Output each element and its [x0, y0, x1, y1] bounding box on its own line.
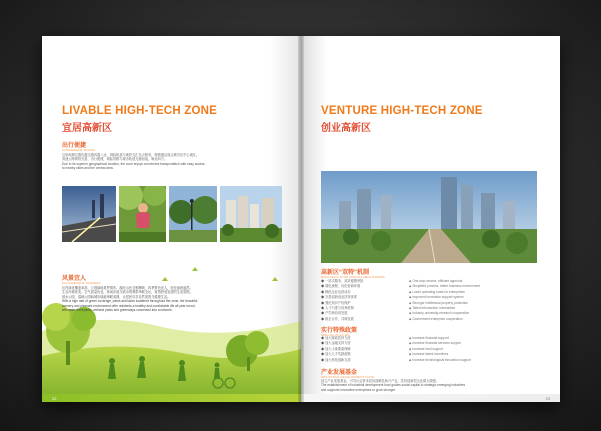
photo-girl-swing — [119, 186, 166, 242]
picturesque-subheading: PICTURESQUE SCENERY — [62, 281, 101, 285]
list-item: ◆ 降低企业运营成本 ◆ Lower operating costs for enterprises — [321, 289, 465, 294]
text-line: and supports innovative enterprises to grow stronger. — [321, 387, 396, 392]
text-line: The establishment of industrial development fund guides social capital to strategic emerging industries — [321, 383, 466, 388]
text-line: 高速公路网络完善，出行便捷，城际铁路与城市轨道无缝衔接，畅达四方。 — [62, 157, 168, 162]
convenient-travel-text — [62, 153, 282, 171]
left-title-cn: 宜居高新区 — [62, 123, 112, 134]
left-page — [42, 36, 301, 402]
text-line: to nearby cities and the central area. — [62, 166, 114, 171]
list-item: ◆ 简化流程，优化营商环境 ◆ Simplified process, better business environment — [321, 284, 481, 289]
left-footer-bar — [42, 394, 301, 402]
special-policies-heading: 实行特殊政策 — [321, 328, 358, 334]
text-line: Due to its superior geographical location, the zone enjoys convenient transportation with easy access — [62, 161, 205, 166]
right-footer-bar — [301, 394, 560, 402]
text-line: 区内绿化覆盖率高，公园绿地星罗棋布，湖光山色交相辉映，四季景色宜人，处处绿意盎然。 — [62, 286, 193, 290]
right-page — [301, 36, 560, 402]
list-item: ◆ 强化知识产权保护 ◆ Stronger intellectual property protection — [321, 300, 468, 305]
special-policies-list — [321, 336, 543, 363]
list-item: ◆ 加大土地要素保障 ◆ Increase land support — [321, 346, 443, 351]
text-line: 滨水公园、湿地公园和城市绿道串联成网，让居民尽享自然美景与健康生活。 — [62, 294, 171, 299]
list-item: ◆ 一站式服务，高效便捷审批 ◆ One-stop service, efficient approval — [321, 279, 463, 283]
list-item: ◆ 人才引进与培养机制 ◆ Talent introduction mechanism — [321, 306, 456, 311]
left-page-number: 22 — [52, 396, 57, 401]
city-skyline-photo — [321, 171, 537, 263]
special-policies-subheading: SPECIAL POLICIES — [321, 333, 350, 337]
dual-mechanism-heading: 高新区“双特”机制 — [321, 270, 370, 276]
photo-park-lamp — [169, 186, 217, 242]
list-item: ◆ 政企合作，共谋发展 ◆ Government-enterprise cooperation — [321, 316, 463, 321]
left-title-en: LIVABLE HIGH-TECH ZONE — [62, 105, 217, 117]
right-title-en: VENTURE HIGH-TECH ZONE — [321, 105, 483, 117]
industrial-fund-text — [321, 379, 543, 392]
list-item: ◆ 加大科技创新支持 ◆ Increase technological innovation support — [321, 357, 471, 362]
text-line: 这里地理位置优越交通四通八达，城际轨道与地铁交汇站点相邻，便捷通达周边城市及中心城区。 — [62, 153, 200, 157]
list-item: ◆ 加大财政扶持力度 ◆ Increase financial support — [321, 336, 449, 340]
convenient-travel-subheading: CONVENIENT TRAVEL — [62, 148, 96, 152]
right-page-number: 23 — [545, 396, 550, 401]
text-line: With a high rate of green coverage, parks and lakes scattered throughout the zone, the beautiful — [62, 299, 198, 304]
dual-mechanism-subheading: HIGH-TECH ZONE SPECIAL MECHANISMS — [321, 275, 385, 279]
brochure-spread — [42, 36, 560, 402]
industrial-fund-heading: 产业发展基金 — [321, 370, 358, 376]
dual-mechanism-list — [321, 279, 543, 322]
text-line: 生态环境优美，空气质量优良，休闲步道与滨水景观带串联全区，营造舒适宜居的生活氛围。 — [62, 290, 193, 295]
right-title-cn: 创业高新区 — [321, 123, 371, 134]
list-item: ◆ 完善创新创业扶持体系 ◆ Improved innovation support system — [321, 295, 464, 300]
text-line: 设立产业发展基金，引导社会资本投向战略性新兴产业，扶持创新型企业做大做强。 — [321, 379, 439, 383]
spine-shadow — [298, 36, 304, 402]
industrial-fund-subheading: INDUSTRIAL DEVELOPMENT FUND — [321, 375, 375, 379]
picturesque-heading: 风景宜人 — [62, 276, 87, 282]
list-item: ◆ 加大金融支持力度 ◆ Increase financial services support — [321, 341, 462, 346]
text-line: with waterfront parks, wetland parks and greenways connected into a network. — [62, 308, 173, 313]
photo-highway — [62, 186, 116, 242]
convenient-travel-heading: 出行便捷 — [62, 143, 87, 149]
photo-residential — [220, 186, 282, 242]
text-line: scenery and pleasant environment offer residents a healthy and comfortable life all year round, — [62, 303, 196, 308]
picturesque-text — [62, 286, 284, 312]
list-item: ◆ 加大人才奖励政策 ◆ Increase talent incentives — [321, 352, 449, 357]
list-item: ◆ 产学研协同发展 ◆ Industry-university-research cooperation — [321, 311, 470, 316]
